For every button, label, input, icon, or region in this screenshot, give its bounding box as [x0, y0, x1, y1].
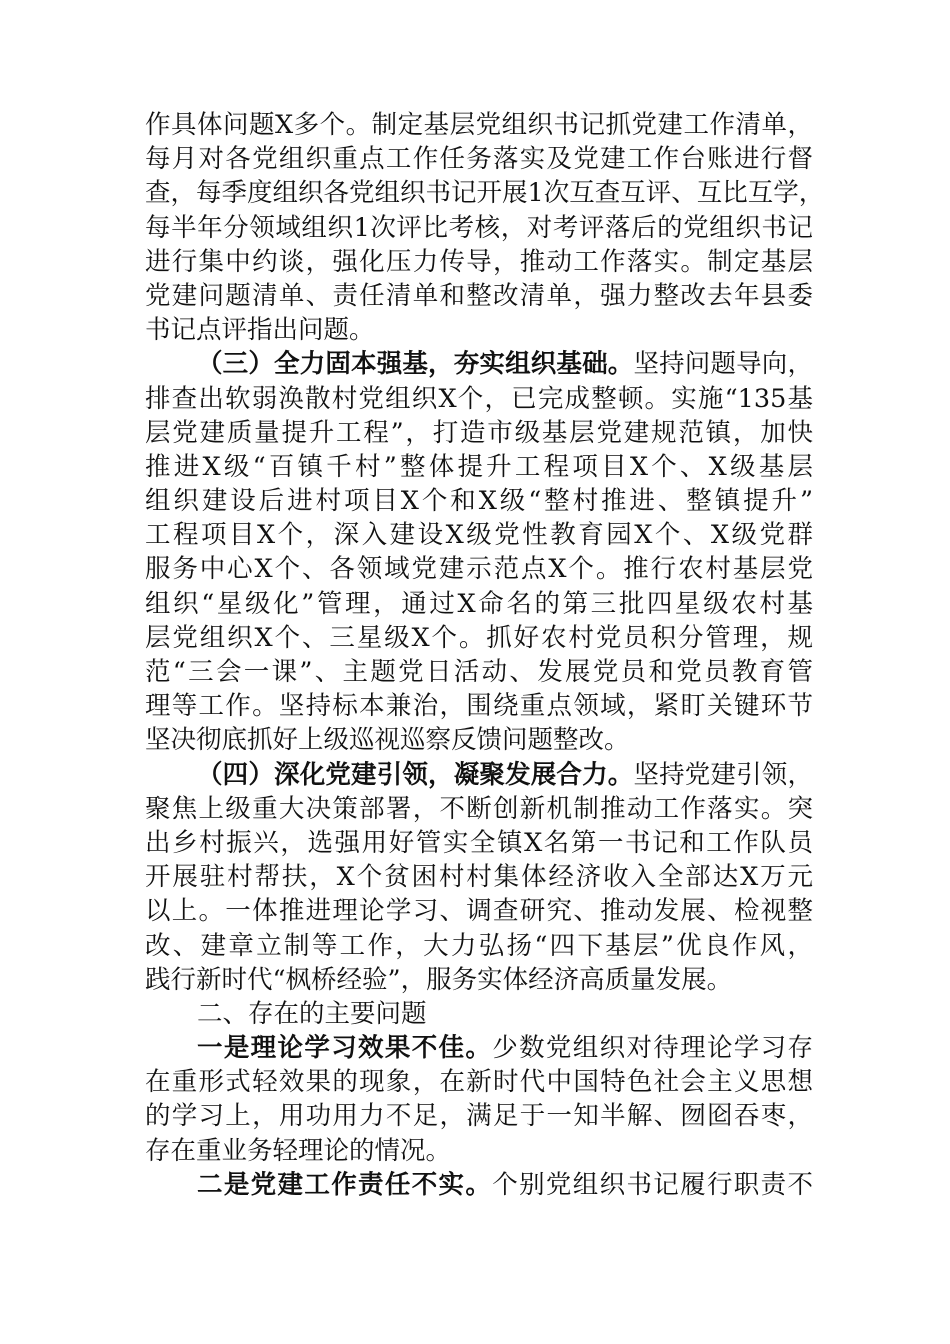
- text-line: [145, 108, 813, 142]
- line-text: 二、存在的主要问题: [197, 998, 427, 1029]
- line-text: 服务中心X个、各领域党建示范点X个。推行农村基层党: [145, 554, 813, 585]
- line-text: 书记点评指出问题。: [145, 315, 375, 346]
- text-line: [145, 382, 813, 416]
- text-line: [145, 176, 825, 210]
- line-text: 工程项目X个，深入建设X级党性教育园X个、X级党群: [145, 520, 813, 551]
- line-text: 聚焦上级重大决策部署，不断创新机制推动工作落实。突: [145, 793, 813, 824]
- line-text: 出乡村振兴，选强用好管实全镇X名第一书记和工作队员: [145, 827, 813, 858]
- text-line: [145, 621, 813, 655]
- text-line: [145, 211, 813, 245]
- bold-heading: 一是理论学习效果不佳。: [197, 1033, 493, 1064]
- text-line: [145, 1134, 813, 1168]
- text-line: [145, 997, 813, 1031]
- body-text: [145, 108, 825, 1202]
- text-line: [145, 1168, 813, 1202]
- text-line: [145, 758, 813, 792]
- text-line: [145, 245, 813, 279]
- text-line: [145, 347, 813, 381]
- text-line: [145, 894, 813, 928]
- line-text: 组织建设后进村项目X个和X级“整村推进、整镇提升”: [145, 486, 813, 517]
- line-text: 的学习上，用功用力不足，满足于一知半解、囫囵吞枣，: [145, 1101, 813, 1132]
- line-text: 党建问题清单、责任清单和整改清单，强力整改去年县委: [145, 280, 813, 311]
- line-text: 作具体问题X多个。制定基层党组织书记抓党建工作清单，: [145, 110, 813, 140]
- text-line: [145, 723, 813, 757]
- line-text: 进行集中约谈，强化压力传导，推动工作落实。制定基层: [145, 246, 813, 277]
- line-text: 坚决彻底抓好上级巡视巡察反馈问题整改。: [145, 725, 630, 756]
- text-line: [145, 142, 813, 176]
- text-line: [145, 484, 813, 518]
- bold-heading: （四）深化党建引领，凝聚发展合力。: [197, 759, 634, 790]
- text-line: [145, 1031, 813, 1065]
- line-text: 以上。一体推进理论学习、调查研究、推动发展、检视整: [145, 896, 813, 927]
- text-line: [145, 416, 813, 450]
- text-line: [145, 552, 813, 586]
- line-text: 层党建质量提升工程”，打造市级基层党建规范镇，加快: [145, 417, 813, 448]
- text-line: [145, 1099, 813, 1133]
- text-line: [145, 518, 813, 552]
- line-text: 推进X级“百镇千村”整体提升工程项目X个、X级基层: [145, 451, 813, 482]
- text-line: [145, 655, 813, 689]
- text-line: [145, 689, 813, 723]
- line-text: 改、建章立制等工作，大力弘扬“四下基层”优良作风，: [145, 930, 813, 961]
- text-line: [145, 826, 813, 860]
- line-text: 组织“星级化”管理，通过X命名的第三批四星级农村基: [145, 588, 813, 619]
- line-text: 每月对各党组织重点工作任务落实及党建工作台账进行督: [145, 144, 813, 175]
- bold-heading: 二是党建工作责任不实。: [197, 1169, 493, 1200]
- line-text: 坚持党建引领，: [633, 759, 813, 790]
- text-line: [145, 860, 813, 894]
- line-text: 在重形式轻效果的现象，在新时代中国特色社会主义思想: [145, 1067, 813, 1098]
- line-text: 存在重业务轻理论的情况。: [145, 1135, 452, 1166]
- line-text: 每半年分领域组织1次评比考核，对考评落后的党组织书记: [145, 212, 813, 243]
- line-text: 开展驻村帮扶，X个贫困村村集体经济收入全部达X万元: [145, 862, 813, 893]
- line-text: 排查出软弱涣散村党组织X个，已完成整顿。实施“135基: [145, 383, 813, 414]
- text-line: [145, 963, 813, 997]
- line-text: 范“三会一课”、主题党日活动、发展党员和党员教育管: [145, 657, 813, 687]
- line-text: 坚持问题导向，: [633, 349, 813, 380]
- bold-heading: （三）全力固本强基，夯实组织基础。: [197, 349, 634, 380]
- line-text: 践行新时代“枫桥经验”，服务实体经济高质量发展。: [145, 964, 733, 995]
- line-text: 个别党组织书记履行职责不: [492, 1169, 813, 1200]
- text-line: [145, 792, 813, 826]
- line-text: 层党组织X个、三星级X个。抓好农村党员积分管理，规: [145, 622, 813, 653]
- text-line: [145, 587, 813, 621]
- text-line: [145, 279, 813, 313]
- line-text: 理等工作。坚持标本兼治，围绕重点领域，紧盯关键环节: [145, 691, 813, 722]
- text-line: [145, 929, 813, 963]
- text-line: [145, 1065, 813, 1099]
- line-text: 查，每季度组织各党组织书记开展1次互查互评、互比互学，: [145, 178, 825, 209]
- line-text: 少数党组织对待理论学习存: [492, 1033, 813, 1064]
- text-line: [145, 450, 813, 484]
- text-line: [145, 313, 813, 347]
